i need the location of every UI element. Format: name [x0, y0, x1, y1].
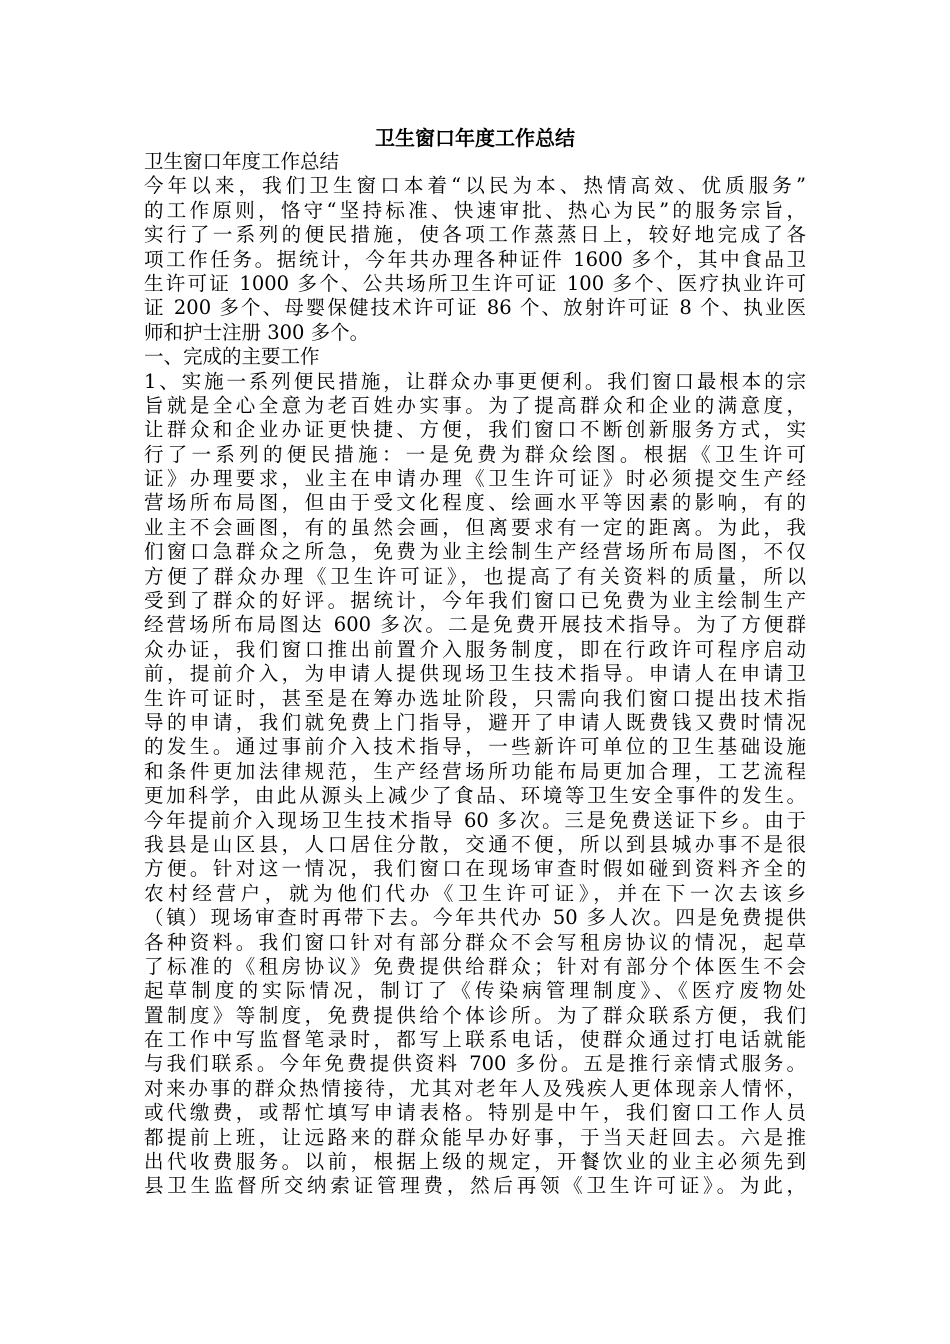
- body-line: 和条件更加法律规范，生产经营场所功能布局更加合理，工艺流程: [144, 759, 806, 783]
- document-body: [144, 150, 806, 1199]
- body-line: 一、完成的主要工作: [144, 345, 320, 369]
- body-line: 方便。针对这一情况，我们窗口在现场审查时假如碰到资料齐全的: [144, 857, 806, 881]
- body-line: 农村经营户，就为他们代办《卫生许可证》，并在下一次去该乡: [144, 881, 806, 905]
- body-line: 今年以来，我们卫生窗口本着“以民为本、热情高效、优质服务”: [144, 174, 806, 198]
- body-line: 们窗口急群众之所急，免费为业主绘制生产经营场所布局图，不仅: [144, 540, 806, 564]
- body-line: 今年提前介入现场卫生技术指导 60 多次。三是免费送证下乡。由于: [144, 808, 806, 832]
- body-line: 项工作任务。据统计，今年共办理各种证件 1600 多个，其中食品卫: [144, 247, 806, 271]
- body-line: 前，提前介入，为申请人提供现场卫生技术指导。申请人在申请卫: [144, 662, 806, 686]
- body-line: 起草制度的实际情况，制订了《传染病管理制度》、《医疗废物处: [144, 979, 806, 1003]
- body-line: 师和护士注册 300 多个。: [144, 320, 370, 344]
- body-line: 县卫生监督所交纳索证管理费，然后再领《卫生许可证》。为此，: [144, 1174, 806, 1198]
- document-title: 卫生窗口年度工作总结: [375, 126, 575, 150]
- body-line: 众办证，我们窗口推出前置介入服务制度，即在行政许可程序启动: [144, 637, 806, 661]
- body-line: 都提前上班，让远路来的群众能早办好事，于当天赶回去。六是推: [144, 1125, 806, 1149]
- body-line: 导的申请，我们就免费上门指导，避开了申请人既费钱又费时情况: [144, 710, 806, 734]
- body-line: 或代缴费，或帮忙填写申请表格。特别是中午，我们窗口工作人员: [144, 1101, 806, 1125]
- body-line: 出代收费服务。以前，根据上级的规定，开餐饮业的业主必须先到: [144, 1150, 806, 1174]
- body-line: 我县是山区县，人口居住分散，交通不便，所以到县城办事不是很: [144, 832, 806, 856]
- body-line: 与我们联系。今年免费提供资料 700 多份。五是推行亲情式服务。: [144, 1052, 806, 1076]
- body-line: 方便了群众办理《卫生许可证》，也提高了有关资料的质量，所以: [144, 564, 806, 588]
- body-line: 业主不会画图，有的虽然会画，但离要求有一定的距离。为此，我: [144, 515, 806, 539]
- body-line: 生许可证 1000 多个、公共场所卫生许可证 100 多个、医疗执业许可: [144, 271, 806, 295]
- body-line: 生许可证时，甚至是在筹办选址阶段，只需向我们窗口提出技术指: [144, 686, 806, 710]
- body-line: 让群众和企业办证更快捷、方便，我们窗口不断创新服务方式，实: [144, 418, 806, 442]
- body-line: （镇）现场审查时再带下去。今年共代办 50 多人次。四是免费提供: [144, 906, 806, 930]
- body-line: 置制度》等制度，免费提供给个体诊所。为了群众联系方便，我们: [144, 1003, 806, 1027]
- body-line: 经营场所布局图达 600 多次。二是免费开展技术指导。为了方便群: [144, 613, 806, 637]
- body-line: 证》办理要求，业主在申请办理《卫生许可证》时必须提交生产经: [144, 467, 806, 491]
- body-line: 了标准的《租房协议》免费提供给群众；针对有部分个体医生不会: [144, 954, 806, 978]
- body-line: 1、实施一系列便民措施，让群众办事更便利。我们窗口最根本的宗: [144, 369, 806, 393]
- body-line: 的工作原则，恪守“坚持标准、快速审批、热心为民”的服务宗旨，: [144, 198, 806, 222]
- body-line: 更加科学，由此从源头上减少了食品、环境等卫生安全事件的发生。: [144, 784, 806, 808]
- body-line: 的发生。通过事前介入技术指导，一些新许可单位的卫生基础设施: [144, 735, 806, 759]
- body-line: 各种资料。我们窗口针对有部分群众不会写租房协议的情况，起草: [144, 930, 806, 954]
- body-line: 对来办事的群众热情接待，尤其对老年人及残疾人更体现亲人情怀，: [144, 1076, 806, 1100]
- document-subtitle: 卫生窗口年度工作总结: [144, 150, 340, 173]
- body-line: 行了一系列的便民措施：一是免费为群众绘图。根据《卫生许可: [144, 442, 806, 466]
- body-line: 在工作中写监督笔录时，都写上联系电话，使群众通过打电话就能: [144, 1028, 806, 1052]
- body-line: 旨就是全心全意为老百姓办实事。为了提高群众和企业的满意度，: [144, 393, 806, 417]
- body-line: 证 200 多个、母婴保健技术许可证 86 个、放射许可证 8 个、执业医: [144, 296, 806, 320]
- body-line: 实行了一系列的便民措施，使各项工作蒸蒸日上，较好地完成了各: [144, 223, 806, 247]
- body-line: 受到了群众的好评。据统计，今年我们窗口已免费为业主绘制生产: [144, 589, 806, 613]
- body-line: 营场所布局图，但由于受文化程度、绘画水平等因素的影响，有的: [144, 491, 806, 515]
